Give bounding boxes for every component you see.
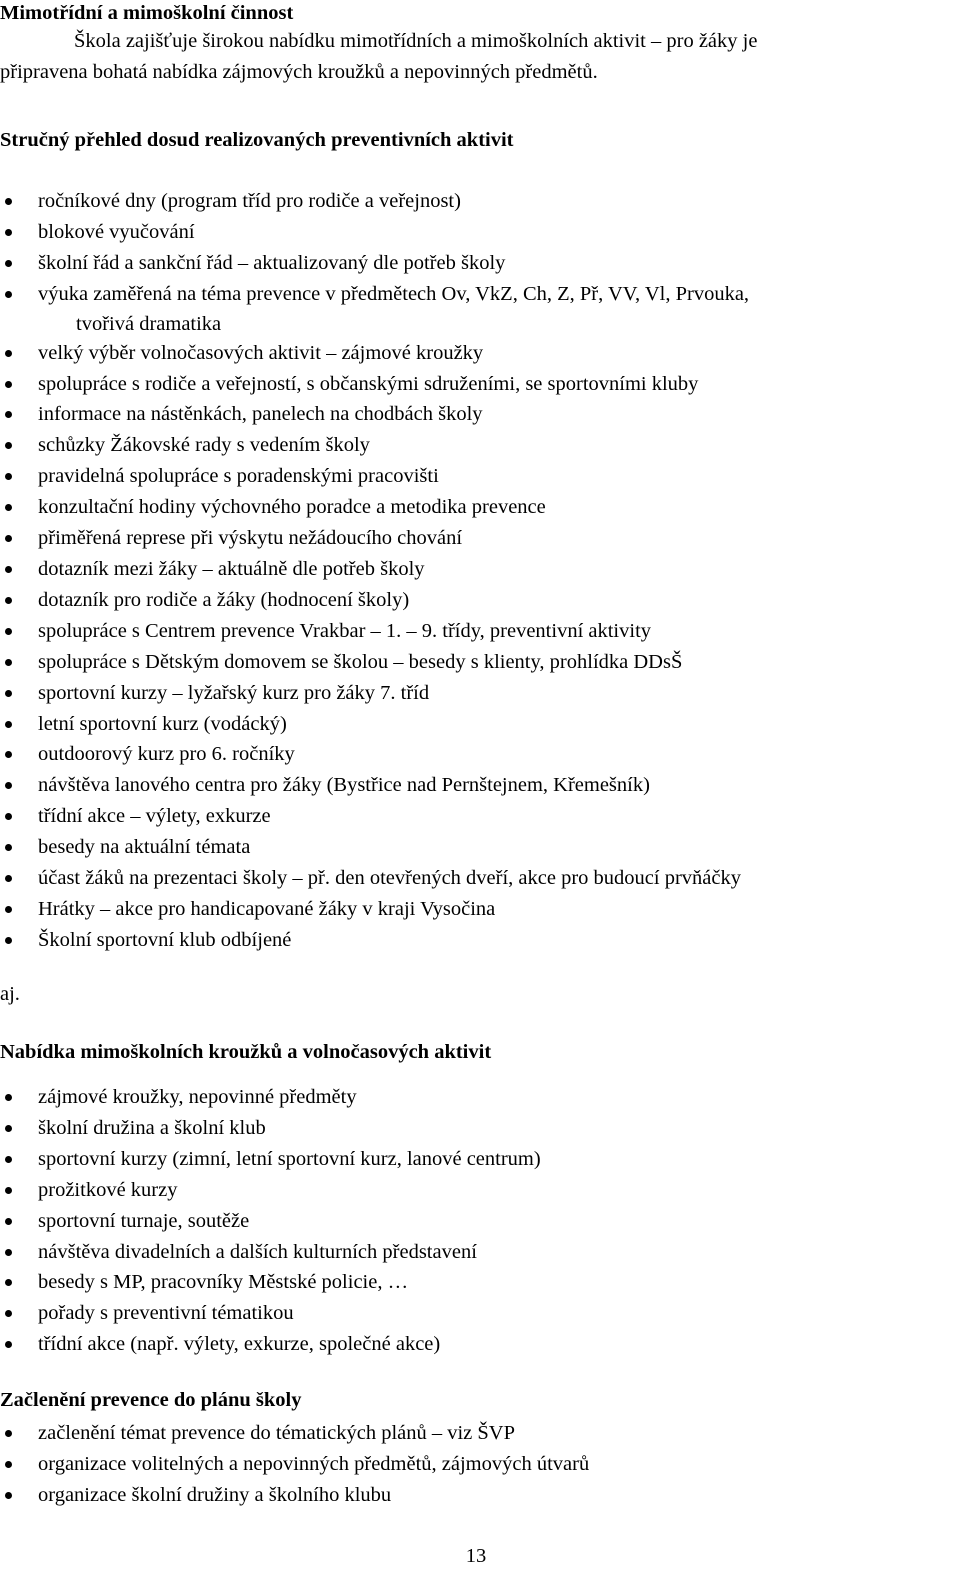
list-item — [0, 492, 960, 523]
list-item — [0, 739, 960, 770]
list-item — [0, 1480, 960, 1511]
list-item-text: účast žáků na prezentaci školy – př. den otevřených dveří, akce pro budoucí prvňáčky — [38, 867, 741, 890]
list-item — [0, 770, 960, 801]
list-item — [0, 1449, 960, 1480]
list-item-text: dotazník pro rodiče a žáky (hodnocení školy) — [38, 588, 410, 611]
list-item — [0, 925, 960, 956]
list-item-text: přiměřená represe při výskytu nežádoucího chování — [38, 527, 463, 550]
bullet-icon — [5, 291, 12, 298]
bullet-icon — [5, 721, 12, 728]
list-item-text: besedy na aktuální témata — [38, 836, 251, 859]
list-item — [0, 709, 960, 740]
list-item-text: zájmové kroužky, nepovinné předměty — [38, 1086, 357, 1108]
list-item — [0, 461, 960, 492]
section-title-mimotridni: Mimotřídní a mimoškolní činnost — [0, 2, 294, 24]
list-item — [0, 585, 960, 616]
list-item — [0, 1082, 960, 1113]
section-title-prehled: Stručný přehled dosud realizovaných preventivních aktivit — [0, 129, 514, 151]
list-item-text: pravidelná spolupráce s poradenskými pracovišti — [38, 465, 439, 488]
list-item-text: školní družina a školní klub — [38, 1116, 266, 1139]
list-item — [0, 1237, 960, 1268]
list-item-text: letní sportovní kurz (vodácký) — [38, 712, 287, 735]
bullet-icon — [5, 411, 12, 418]
list-item — [0, 1267, 960, 1298]
list-item-text: spolupráce s rodiče a veřejností, s občanskými sdruženími, se sportovními kluby — [38, 372, 699, 395]
intro-paragraph — [0, 26, 958, 88]
section-title-zacleneni: Začlenění prevence do plánu školy — [0, 1389, 302, 1411]
list-item-text: organizace školní družiny a školního klubu — [38, 1483, 392, 1506]
list-item — [0, 399, 960, 430]
list-item — [0, 616, 960, 647]
list-item — [0, 248, 960, 279]
list-item — [0, 1298, 960, 1329]
list-item-text: školní řád a sankční řád – aktualizovaný dle potřeb školy — [38, 251, 506, 274]
list-item-text: návštěva lanového centra pro žáky (Bystřice nad Pernštejnem, Křemešník) — [38, 774, 650, 797]
bullet-icon — [5, 504, 12, 511]
preventive-activities-list — [0, 186, 960, 956]
bullet-icon — [5, 198, 12, 205]
bullet-icon — [5, 260, 12, 267]
list-item — [0, 338, 960, 369]
list-item — [0, 832, 960, 863]
list-item — [0, 279, 960, 338]
list-item — [0, 523, 960, 554]
bullet-icon — [5, 1187, 12, 1194]
bullet-icon — [5, 1249, 12, 1256]
list-item-text: začlenění témat prevence do tématických plánů – viz ŠVP — [38, 1422, 516, 1444]
bullet-icon — [5, 1461, 12, 1468]
list-item — [0, 554, 960, 585]
bullet-icon — [5, 782, 12, 789]
list-item — [0, 430, 960, 461]
list-item-text: spolupráce s Dětským domovem se školou – besedy s klienty, prohlídka DDsŠ — [38, 650, 683, 673]
list-item-text: sportovní kurzy (zimní, letní sportovní kurz, lanové centrum) — [38, 1147, 541, 1170]
intro-line-1 — [0, 26, 958, 57]
bullet-icon — [5, 442, 12, 449]
bullet-icon — [5, 844, 12, 851]
bullet-icon — [5, 1310, 12, 1317]
list-item-text: organizace volitelných a nepovinných předmětů, zájmových útvarů — [38, 1452, 590, 1475]
bullet-icon — [5, 1125, 12, 1132]
list-item-text: pořady s preventivní tématikou — [38, 1302, 294, 1325]
list-item — [0, 1418, 960, 1449]
bullet-icon — [5, 875, 12, 882]
bullet-icon — [5, 1430, 12, 1437]
intro-line-1-text: Škola zajišťuje širokou nabídku mimotřídních a mimoškolních aktivit – pro žáky je — [74, 30, 758, 52]
list-item — [0, 1329, 960, 1360]
list-item — [0, 186, 960, 217]
bullet-icon — [5, 1156, 12, 1163]
list-item — [0, 369, 960, 400]
list-item-text: Školní sportovní klub odbíjené — [38, 928, 292, 951]
bullet-icon — [5, 937, 12, 944]
extracurricular-list — [0, 1082, 960, 1360]
section-title-nabidka: Nabídka mimoškolních kroužků a volnočasových aktivit — [0, 1041, 492, 1063]
list-item-text: blokové vyučování — [38, 220, 195, 243]
list-item — [0, 801, 960, 832]
list-item — [0, 217, 960, 248]
page-number: 13 — [465, 1545, 487, 1567]
list-item-text: návštěva divadelních a dalších kulturních představení — [38, 1240, 477, 1263]
list-item-text: informace na nástěnkách, panelech na chodbách školy — [38, 403, 483, 426]
list-item — [0, 863, 960, 894]
list-item-text: výuka zaměřená na téma prevence v předmětech Ov, VkZ, Ch, Z, Př, VV, Vl, Prvouka, — [38, 282, 750, 305]
list-item-text: Hrátky – akce pro handicapované žáky v kraji Vysočina — [38, 897, 496, 920]
bullet-icon — [5, 906, 12, 913]
bullet-icon — [5, 597, 12, 604]
list-item-text: spolupráce s Centrem prevence Vrakbar – 1. – 9. třídy, preventivní aktivity — [38, 619, 652, 642]
list-item-text: velký výběr volnočasových aktivit – zájmové kroužky — [38, 341, 484, 364]
bullet-icon — [5, 1341, 12, 1348]
bullet-icon — [5, 628, 12, 635]
bullet-icon — [5, 229, 12, 236]
bullet-icon — [5, 751, 12, 758]
bullet-icon — [5, 473, 12, 480]
bullet-icon — [5, 1492, 12, 1499]
bullet-icon — [5, 1218, 12, 1225]
bullet-icon — [5, 566, 12, 573]
list-item — [0, 894, 960, 925]
list-item-text: prožitkové kurzy — [38, 1178, 178, 1201]
list-item — [0, 1175, 960, 1206]
bullet-icon — [5, 1094, 12, 1101]
list-item-continuation: tvořivá dramatika — [76, 312, 222, 335]
bullet-icon — [5, 535, 12, 542]
list-item-text: schůzky Žákovské rady s vedením školy — [38, 434, 370, 457]
trailing-aj: aj. — [0, 983, 20, 1005]
list-item — [0, 1206, 960, 1237]
list-item-text: outdoorový kurz pro 6. ročníky — [38, 743, 295, 766]
list-item-text: besedy s MP, pracovníky Městské policie, … — [38, 1271, 409, 1294]
list-item-text: ročníkové dny (program tříd pro rodiče a veřejnost) — [38, 190, 461, 212]
bullet-icon — [5, 813, 12, 820]
list-item-text: dotazník mezi žáky – aktuálně dle potřeb školy — [38, 557, 425, 580]
bullet-icon — [5, 690, 12, 697]
bullet-icon — [5, 659, 12, 666]
list-item-text: třídní akce (např. výlety, exkurze, společné akce) — [38, 1333, 441, 1356]
list-item — [0, 647, 960, 678]
bullet-icon — [5, 381, 12, 388]
list-item-text: sportovní turnaje, soutěže — [38, 1209, 250, 1232]
list-item-text: třídní akce – výlety, exkurze — [38, 805, 271, 828]
intro-line-2: připravena bohatá nabídka zájmových kroužků a nepovinných předmětů. — [0, 61, 598, 83]
list-item — [0, 1113, 960, 1144]
list-item-text: konzultační hodiny výchovného poradce a metodika prevence — [38, 496, 546, 519]
list-item — [0, 678, 960, 709]
bullet-icon — [5, 350, 12, 357]
bullet-icon — [5, 1279, 12, 1286]
list-item — [0, 1144, 960, 1175]
list-item-text: sportovní kurzy – lyžařský kurz pro žáky 7. tříd — [38, 681, 430, 704]
prevention-plan-list — [0, 1418, 960, 1511]
